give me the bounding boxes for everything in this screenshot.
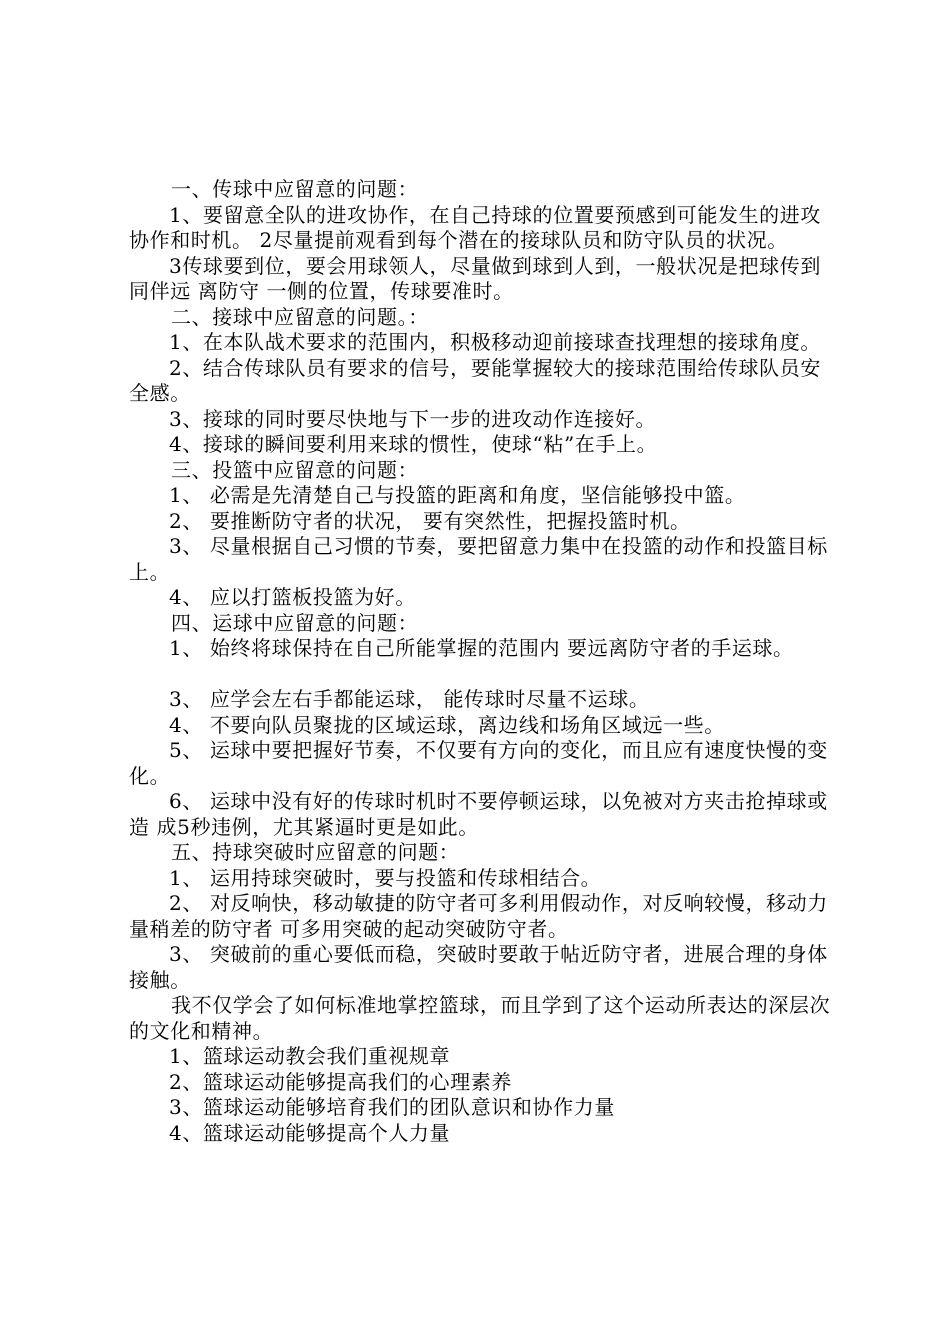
paragraph: 2、结合传球队员有要求的信号，要能掌握较大的接球范围给传球队员安全感。 [129, 355, 821, 405]
paragraph: 2、 对反响快，移动敏捷的防守者可多利用假动作，对反响较慢，移动力量稍差的防守者 可多用突破的起动突破防守者。 [129, 891, 828, 941]
list-item: 4、篮球运动能够提高个人力量 [169, 1120, 451, 1145]
paragraph: 4、 应以打篮板投篮为好。 [169, 585, 416, 609]
blank-line [129, 662, 841, 688]
paragraph: 3、 尽量根据自己习惯的节奏，要把留意力集中在投篮的动作和投篮目标上。 [129, 534, 828, 584]
document-body [129, 177, 841, 1146]
paragraph: 1、要留意全队的进攻协作，在自己持球的位置要预感到可能发生的进攻协作和时机。 2尽量提前观看到每个潜在的接球队员和防守队员的状况。 [129, 202, 821, 252]
paragraph: 5、 运球中要把握好节奏，不仅要有方向的变化，而且应有速度快慢的变化。 [129, 738, 828, 788]
paragraph: 3传球要到位，要会用球领人，尽量做到球到人到，一般状况是把球传到同伴远 离防守 一侧的位置，传球要准时。 [129, 253, 821, 303]
list-item: 3、篮球运动能够培育我们的团队意识和协作力量 [169, 1095, 615, 1119]
paragraph: 4、接球的瞬间要利用来球的惯性，使球“粘”在手上。 [169, 432, 658, 456]
summary-paragraph: 我不仅学会了如何标准地掌控篮球，而且学到了这个运动所表达的深层次的文化和精神。 [129, 993, 831, 1043]
list-item: 2、篮球运动能够提高我们的心理素养 [169, 1069, 512, 1094]
paragraph: 1、在本队战术要求的范围内，积极移动迎前接球查找理想的接球角度。 [169, 330, 821, 354]
paragraph: 2、 要推断防守者的状况， 要有突然性，把握投篮时机。 [169, 508, 691, 533]
paragraph: 3、接球的同时要尽快地与下一步的进攻动作连接好。 [169, 406, 657, 431]
paragraph: 3、 应学会左右手都能运球， 能传球时尽量不运球。 [169, 687, 650, 711]
paragraph: 4、 不要向队员聚拢的区域运球，离边线和场角区域远一些。 [169, 712, 725, 737]
list-item: 1、篮球运动教会我们重视规章 [169, 1044, 451, 1068]
paragraph: 1、 始终将球保持在自己所能掌握的范围内 要远离防守者的手运球。 [169, 636, 794, 660]
section-heading-breakthrough: 五、持球突破时应留意的问题： [171, 840, 460, 864]
section-heading-shooting: 三、投篮中应留意的问题： [171, 457, 419, 482]
section-heading-receiving: 二、接球中应留意的问题。： [171, 304, 429, 329]
paragraph: 1、 运用持球突破时，要与投篮和传球相结合。 [169, 865, 602, 890]
paragraph: 6、 运球中没有好的传球时机时不要停顿运球，以免被对方夹击抢掉球或造 成5秒违例，尤其紧逼时更是如此。 [129, 789, 828, 839]
section-heading-dribbling: 四、运球中应留意的问题： [171, 610, 419, 635]
section-heading-passing: 一、传球中应留意的问题： [171, 177, 419, 201]
paragraph: 1、 必需是先清楚自己与投篮的距离和角度，坚信能够投中篮。 [169, 483, 746, 507]
paragraph: 3、 突破前的重心要低而稳，突破时要敢于帖近防守者，进展合理的身体接触。 [129, 942, 828, 992]
